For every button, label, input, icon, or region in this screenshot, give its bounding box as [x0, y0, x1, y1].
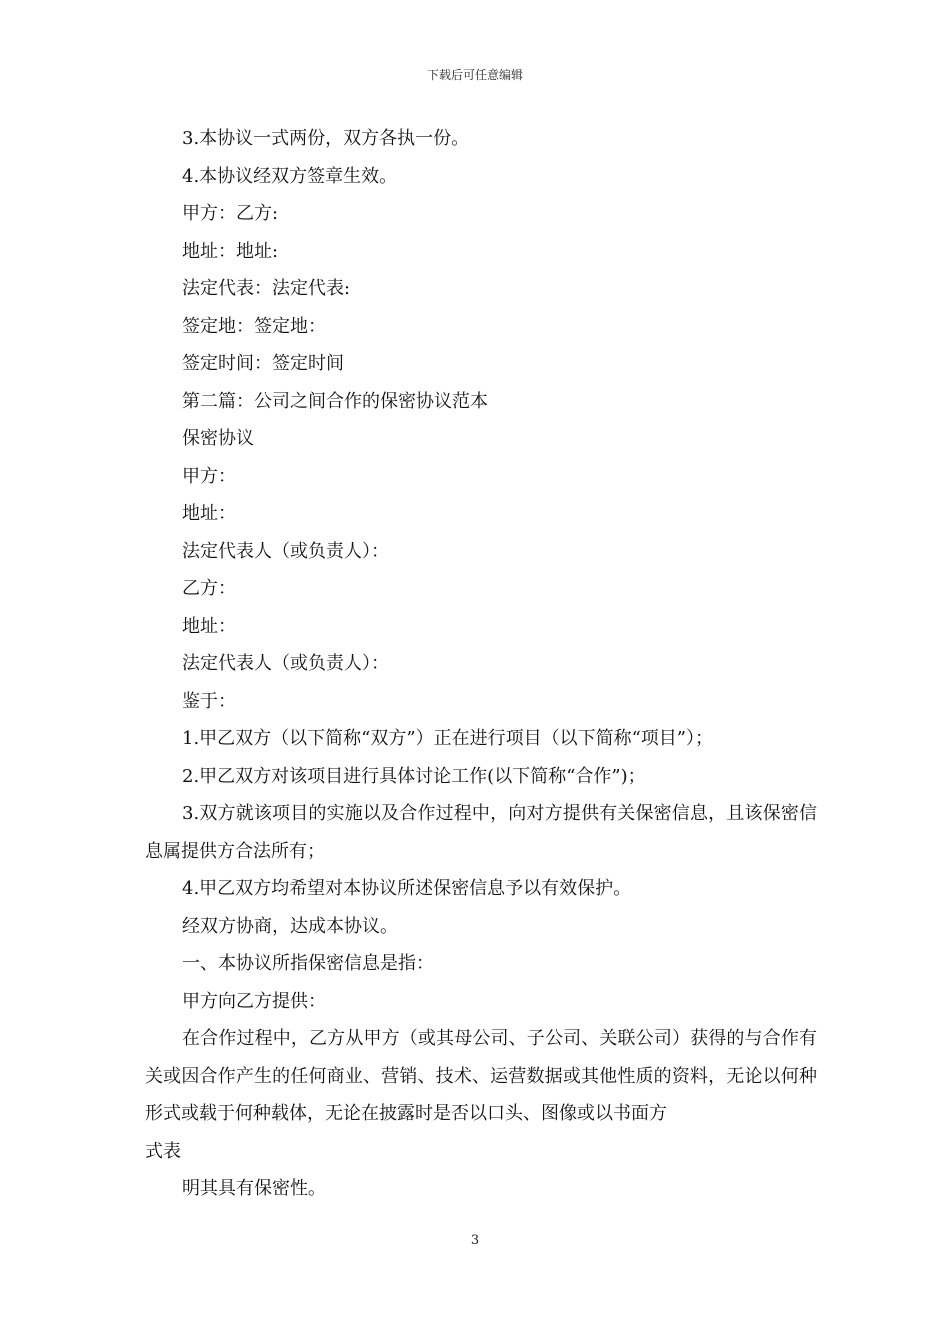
party-b-label: 乙方：: [182, 578, 236, 599]
whereas-item-1: 1.甲乙双方（以下简称“双方”）正在进行项目（以下简称“项目”）；: [182, 728, 713, 749]
signing-time-line: 签定时间：签定时间: [182, 353, 344, 374]
legal-rep-line: 法定代表：法定代表:: [182, 278, 351, 299]
address-line: 地址：地址:: [182, 240, 279, 262]
party-a-legal-rep: 法定代表人（或负责人）：: [182, 540, 389, 562]
whereas-item-2: 2.甲乙双方对该项目进行具体讨论工作(以下简称“合作”)；: [182, 765, 646, 787]
whereas-item-3: 3.双方就该项目的实施以及合作过程中，向对方提供有关保密信息，且该保密信息属提供方合法所有；: [145, 803, 817, 862]
agreement-title: 保密协议: [182, 428, 254, 449]
confidential-definition: 在合作过程中，乙方从甲方（或其母公司、子公司、关联公司）获得的与合作有关或因合作产生的任何商业、营销、技术、运营数据或其他性质的资料，无论以何种形式或载于何种载体，无论在披露时是否以口头、图像或以书面方: [145, 1028, 817, 1124]
page-number: 3: [470, 1233, 480, 1248]
whereas-item-4: 4.甲乙双方均希望对本协议所述保密信息予以有效保护。: [182, 878, 632, 899]
party-line: 甲方：乙方:: [182, 203, 279, 224]
whereas-label: 鉴于：: [182, 690, 236, 712]
page-header: 下载后可任意编辑: [426, 68, 523, 82]
confidential-definition-end: 明其具有保密性。: [182, 1178, 326, 1199]
confidential-definition-cont: 式表: [145, 1140, 181, 1162]
party-a-label: 甲方：: [182, 465, 236, 487]
party-b-address: 地址：: [182, 615, 236, 637]
section-title: 第二篇：公司之间合作的保密协议范本: [182, 390, 488, 412]
agreement-reached: 经双方协商，达成本协议。: [182, 915, 398, 937]
party-b-legal-rep: 法定代表人（或负责人）：: [182, 653, 389, 674]
signing-place-line: 签定地：签定地：: [182, 315, 326, 337]
clause-3: 3.本协议一式两份，双方各执一份。: [182, 128, 470, 149]
clause-one-heading: 一、本协议所指保密信息是指：: [182, 953, 434, 974]
document-body: [145, 120, 817, 1208]
clause-4: 4.本协议经双方签章生效。: [182, 165, 398, 187]
party-a-provides: 甲方向乙方提供：: [182, 990, 326, 1012]
party-a-address: 地址：: [182, 503, 236, 524]
